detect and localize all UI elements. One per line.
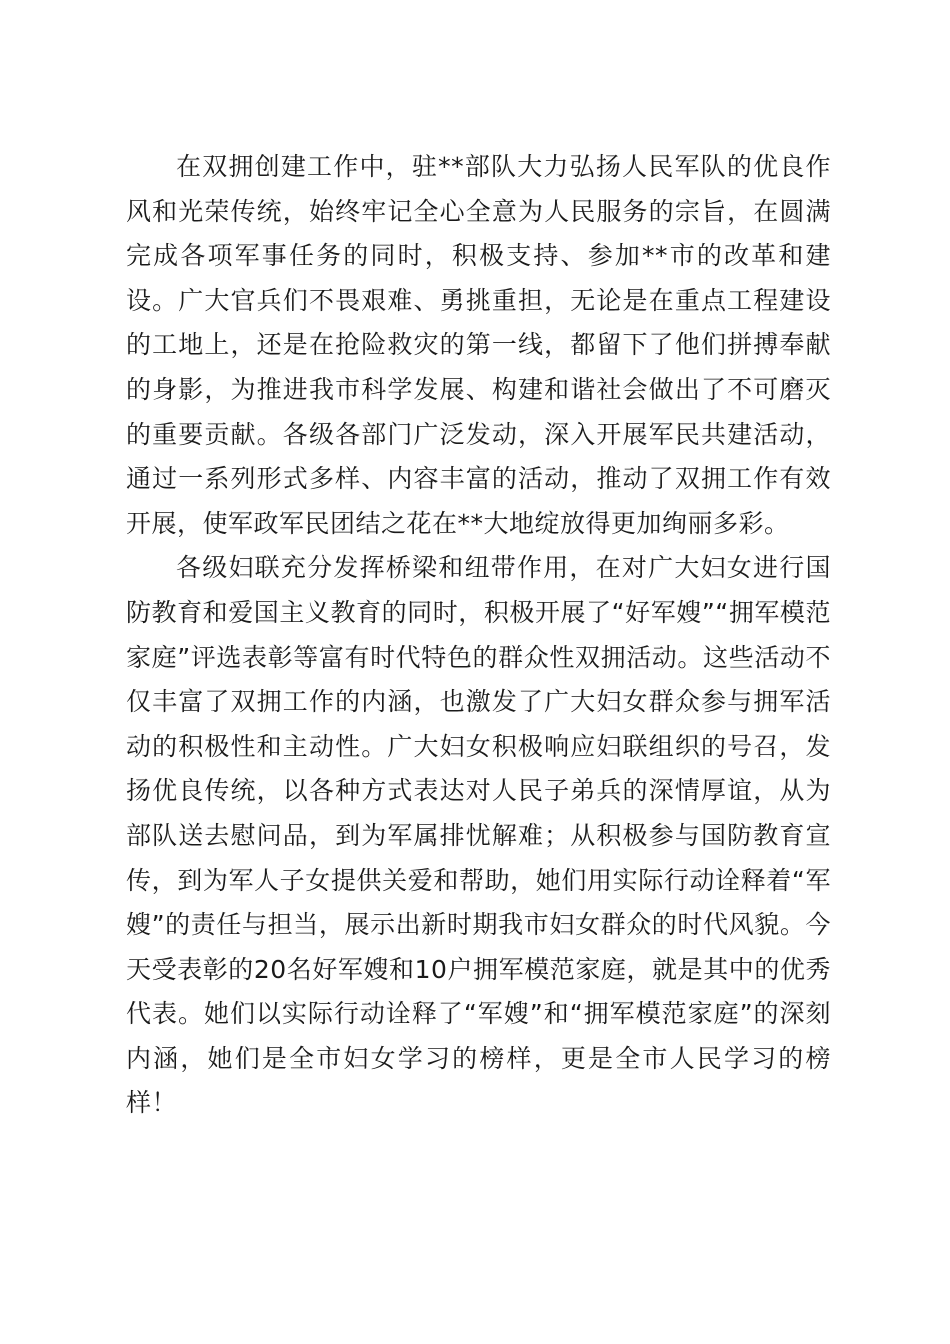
paragraph-1: 在双拥创建工作中，驻**部队大力弘扬人民军队的优良作风和光荣传统，始终牢记全心全意为人民服务的宗旨，在圆满完成各项军事任务的同时，积极支持、参加**市的改革和建设。广大官兵们不畏艰难、勇挑重担，无论是在重点工程建设的工地上，还是在抢险救灾的第一线，都留下了他们拼搏奉献的身影，为推进我市科学发展、构建和谐社会做出了不可磨灭的重要贡献。各级各部门广泛发动，深入开展军民共建活动，通过一系列形式多样、内容丰富的活动，推动了双拥工作有效开展，使军政军民团结之花在**大地绽放得更加绚丽多彩。	[126, 152, 831, 538]
paragraph-2: 各级妇联充分发挥桥梁和纽带作用，在对广大妇女进行国防教育和爱国主义教育的同时，积极开展了“好军嫂”“拥军模范家庭”评选表彰等富有时代特色的群众性双拥活动。这些活动不仅丰富了双拥工作的内涵，也激发了广大妇女群众参与拥军活动的积极性和主动性。广大妇女积极响应妇联组织的号召，发扬优良传统，以各种方式表达对人民子弟兵的深情厚谊，从为部队送去慰问品，到为军属排忧解难；从积极参与国防教育宣传，到为军人子女提供关爱和帮助，她们用实际行动诠释着“军嫂”的责任与担当，展示出新时期我市妇女群众的时代风貌。今天受表彰的20名好军嫂和10户拥军模范家庭，就是其中的优秀代表。她们以实际行动诠释了“军嫂”和“拥军模范家庭”的深刻内涵，她们是全市妇女学习的榜样，更是全市人民学习的榜样！	[126, 553, 831, 1118]
document-body	[126, 145, 831, 1126]
